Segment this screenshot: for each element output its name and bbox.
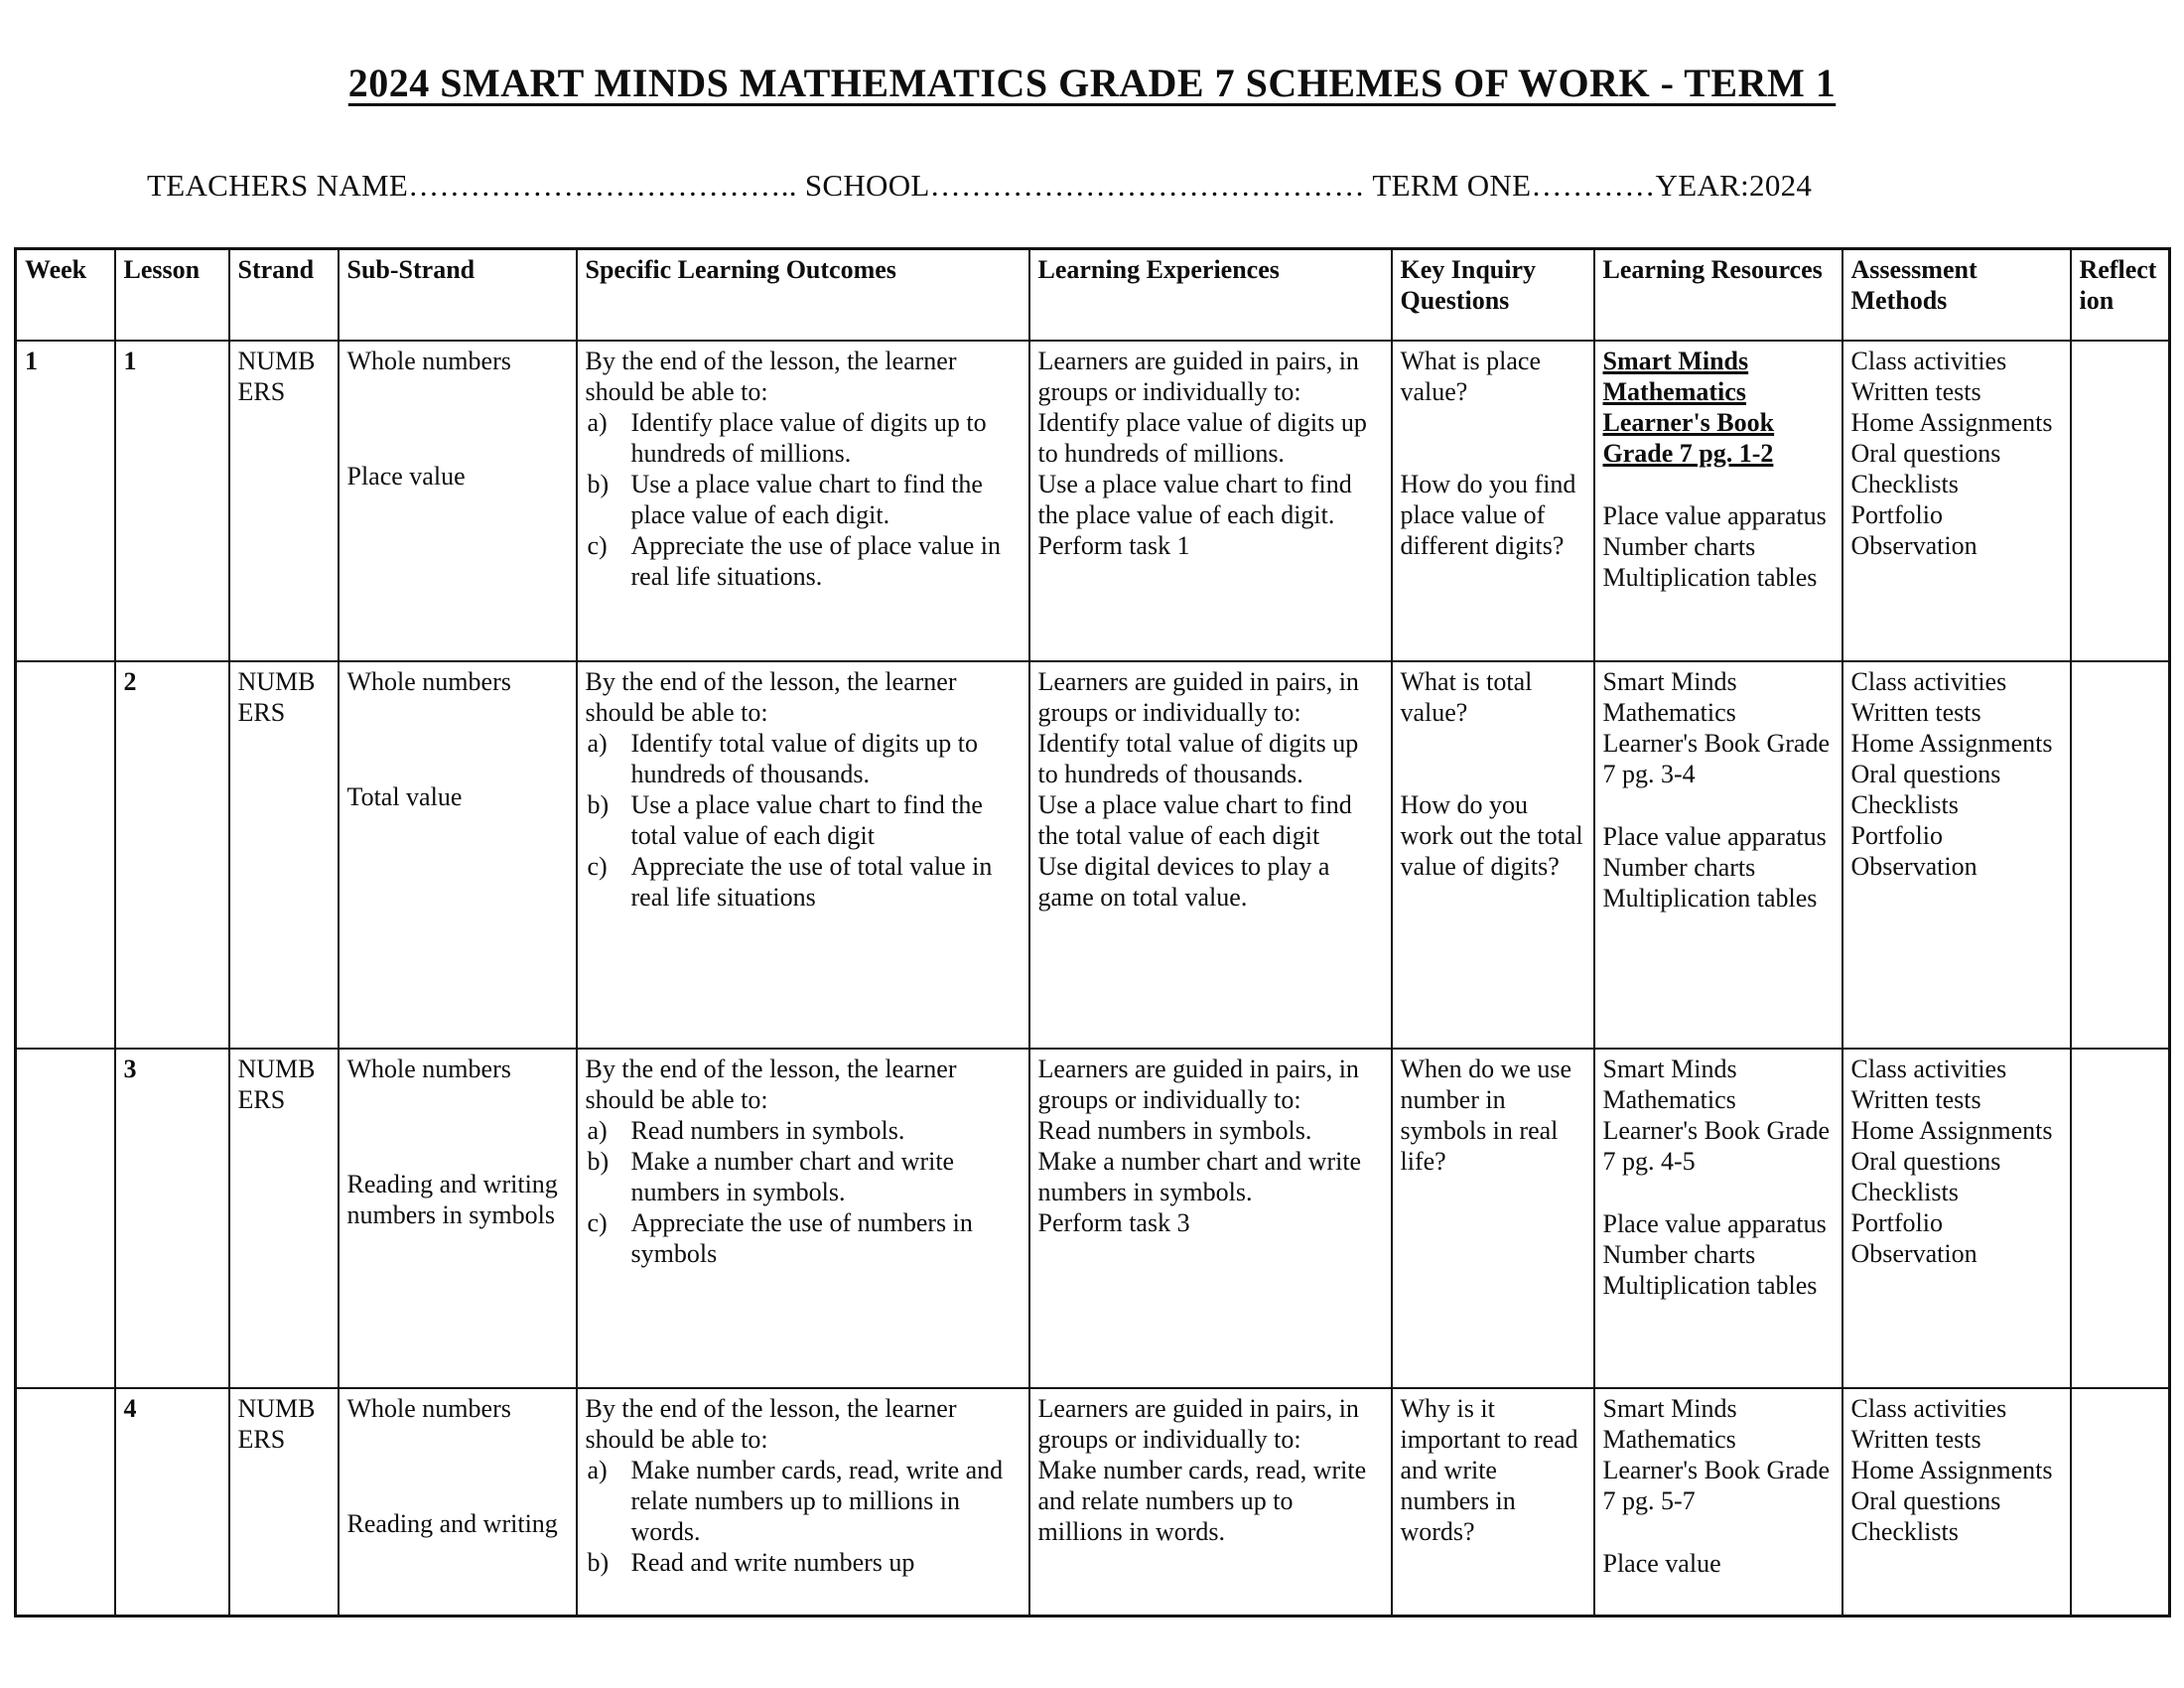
outcomes-item: Appreciate the use of total value in real life situations [630, 851, 993, 912]
experiences-intro: Learners are guided in pairs, in groups or individually to: [1037, 1054, 1359, 1114]
sub-strand-subtopic: Place value [346, 461, 466, 491]
assessment-item: Written tests [1850, 376, 1981, 406]
week-cell [16, 1388, 115, 1617]
assessment-list [1851, 1393, 2062, 1547]
assessment-item: Portfolio [1850, 1207, 1943, 1237]
column-header-reflection: Reflection [2071, 249, 2170, 341]
key_inquiry-item: Why is it important to read and write numbers in words? [1400, 1393, 1578, 1546]
sub-strand-subtopic: Total value [346, 781, 463, 811]
outcomes-list [586, 728, 1021, 913]
outcomes-cell [577, 1388, 1029, 1617]
outcomes-intro: By the end of the lesson, the learner should be able to: [585, 666, 957, 727]
assessment-item: Checklists [1850, 789, 1959, 819]
key_inquiry-item: When do we use number in symbols in real life? [1400, 1054, 1572, 1176]
assessment-item: Class activities [1850, 666, 2007, 696]
column-header-week: Week [16, 249, 115, 341]
resources-item: Place value apparatus [1602, 821, 1827, 851]
strand-cell [229, 341, 339, 661]
experiences-item: Use a place value chart to find the total value of each digit [1037, 789, 1352, 850]
assessment-item: Home Assignments [1850, 407, 2053, 437]
resources-item: Place value apparatus [1602, 1208, 1827, 1238]
resources-cell [1594, 1388, 1843, 1617]
sub-strand-cell [339, 1388, 577, 1617]
assessment-item: Observation [1850, 530, 1978, 560]
experiences-intro: Learners are guided in pairs, in groups or individually to: [1037, 666, 1359, 727]
table-row [16, 661, 2170, 1049]
resources-item: Place value [1602, 1548, 1721, 1578]
lesson-number: 1 [123, 346, 137, 375]
outcomes-cell [577, 1049, 1029, 1388]
resources-book: Smart Minds Mathematics Learner's Book Grade 7 pg. 3-4 [1602, 666, 1830, 788]
experiences-list [1038, 1455, 1383, 1547]
strand-cell [229, 1388, 339, 1617]
resources-book: Smart Minds Mathematics Learner's Book Grade 7 pg. 4-5 [1602, 1054, 1830, 1176]
strand-cell [229, 1049, 339, 1388]
experiences-cell [1029, 661, 1392, 1049]
strand-label: NUMBERS [237, 1054, 316, 1114]
resources-book: Smart Minds Mathematics Learner's Book Grade 7 pg. 1-2 [1602, 346, 1775, 468]
outcomes-intro: By the end of the lesson, the learner should be able to: [585, 346, 957, 406]
resources-list [1603, 500, 1834, 593]
key_inquiry-item: How do you find place value of different digits? [1400, 469, 1576, 560]
experiences-list [1038, 1115, 1383, 1238]
outcomes-item: Read and write numbers up [630, 1547, 915, 1577]
key-inquiry-list [1401, 666, 1585, 882]
experiences-item: Perform task 1 [1037, 530, 1190, 560]
assessment-item: Checklists [1850, 1177, 1959, 1206]
experiences-intro: Learners are guided in pairs, in groups or individually to: [1037, 346, 1359, 406]
assessment-item: Home Assignments [1850, 1455, 2053, 1484]
resources-list [1603, 821, 1834, 914]
experiences-item: Use digital devices to play a game on total value. [1037, 851, 1330, 912]
column-header-learning-resources: Learning Resources [1594, 249, 1843, 341]
sub-strand-topic: Whole numbers [346, 1054, 511, 1083]
outcomes-cell [577, 661, 1029, 1049]
strand-cell [229, 661, 339, 1049]
key-inquiry-cell [1392, 1388, 1594, 1617]
experiences-cell [1029, 1049, 1392, 1388]
strand-label: NUMBERS [237, 666, 316, 727]
column-header-lesson: Lesson [115, 249, 229, 341]
lesson-cell [115, 1388, 229, 1617]
experiences-cell [1029, 1388, 1392, 1617]
reflection-cell [2071, 341, 2170, 661]
resources-item: Number charts [1602, 852, 1756, 882]
outcomes-intro: By the end of the lesson, the learner should be able to: [585, 1393, 957, 1454]
table-row [16, 1049, 2170, 1388]
outcomes-item: Appreciate the use of place value in real life situations. [630, 530, 1001, 591]
sub-strand-subtopic: Reading and writing [346, 1508, 558, 1538]
outcomes-item: Appreciate the use of numbers in symbols [630, 1207, 973, 1268]
assessment-item: Oral questions [1850, 1146, 2001, 1176]
experiences-intro: Learners are guided in pairs, in groups or individually to: [1037, 1393, 1359, 1454]
outcomes-list [586, 1115, 1021, 1269]
column-header-assessment-methods: Assessment Methods [1843, 249, 2071, 341]
lesson-cell [115, 661, 229, 1049]
experiences-item: Identify place value of digits up to hundreds of millions. [1037, 407, 1367, 468]
resources-item: Number charts [1602, 531, 1756, 561]
experiences-item: Make number cards, read, write and relate numbers up to millions in words. [1037, 1455, 1367, 1546]
resources-item: Multiplication tables [1602, 562, 1818, 592]
experiences-item: Perform task 3 [1037, 1207, 1190, 1237]
lesson-cell [115, 341, 229, 661]
key-inquiry-cell [1392, 341, 1594, 661]
assessment-cell [1843, 661, 2071, 1049]
key_inquiry-item: What is total value? [1400, 666, 1533, 727]
experiences-item: Use a place value chart to find the place value of each digit. [1037, 469, 1352, 529]
key-inquiry-cell [1392, 661, 1594, 1049]
assessment-list [1851, 346, 2062, 561]
reflection-cell [2071, 1049, 2170, 1388]
assessment-item: Class activities [1850, 346, 2007, 375]
assessment-item: Home Assignments [1850, 728, 2053, 758]
experiences-cell [1029, 341, 1392, 661]
outcomes-item: Make a number chart and write numbers in symbols. [630, 1146, 955, 1206]
strand-label: NUMBERS [237, 1393, 316, 1454]
outcomes-item: Use a place value chart to find the place value of each digit. [630, 469, 983, 529]
assessment-cell [1843, 1049, 2071, 1388]
strand-label: NUMBERS [237, 346, 316, 406]
experiences-item: Make a number chart and write numbers in symbols. [1037, 1146, 1362, 1206]
assessment-item: Oral questions [1850, 759, 2001, 788]
outcomes-intro: By the end of the lesson, the learner should be able to: [585, 1054, 957, 1114]
outcomes-list [586, 1455, 1021, 1578]
week-cell [16, 341, 115, 661]
sub-strand-cell [339, 1049, 577, 1388]
reflection-cell [2071, 661, 2170, 1049]
assessment-item: Written tests [1850, 697, 1981, 727]
lesson-number: 3 [123, 1054, 137, 1083]
table-row [16, 341, 2170, 661]
assessment-item: Written tests [1850, 1084, 1981, 1114]
assessment-item: Class activities [1850, 1054, 2007, 1083]
column-header-sub-strand: Sub-Strand [339, 249, 577, 341]
key_inquiry-item: What is place value? [1400, 346, 1541, 406]
assessment-item: Portfolio [1850, 820, 1943, 850]
sub-strand-subtopic: Reading and writing numbers in symbols [346, 1169, 558, 1229]
lesson-number: 2 [123, 666, 137, 696]
assessment-item: Home Assignments [1850, 1115, 2053, 1145]
column-header-learning-experiences: Learning Experiences [1029, 249, 1392, 341]
week-number: 1 [25, 346, 38, 375]
assessment-cell [1843, 1388, 2071, 1617]
lesson-cell [115, 1049, 229, 1388]
column-header-strand: Strand [229, 249, 339, 341]
outcomes-item: Read numbers in symbols. [630, 1115, 905, 1145]
experiences-item: Identify total value of digits up to hundreds of thousands. [1037, 728, 1359, 788]
resources-cell [1594, 1049, 1843, 1388]
column-header-specific-learning-outcomes: Specific Learning Outcomes [577, 249, 1029, 341]
column-header-key-inquiry-questions: Key Inquiry Questions [1392, 249, 1594, 341]
assessment-cell [1843, 341, 2071, 661]
assessment-list [1851, 1054, 2062, 1269]
assessment-item: Oral questions [1850, 438, 2001, 468]
resources-item: Place value apparatus [1602, 500, 1827, 530]
outcomes-item: Identify total value of digits up to hundreds of thousands. [630, 728, 978, 788]
teacher-school-term-line: TEACHERS NAME……………………………….. SCHOOL…………………………………… TERM ONE…………YEAR:2024 [147, 168, 1813, 203]
assessment-item: Class activities [1850, 1393, 2007, 1423]
assessment-item: Checklists [1850, 1516, 1959, 1546]
schemes-of-work-table [14, 247, 2171, 1618]
key-inquiry-list [1401, 1054, 1585, 1177]
outcomes-item: Make number cards, read, write and relate numbers up to millions in words. [630, 1455, 1004, 1546]
key-inquiry-list [1401, 1393, 1585, 1547]
sub-strand-topic: Whole numbers [346, 666, 511, 696]
assessment-item: Observation [1850, 1238, 1978, 1268]
sub-strand-cell [339, 341, 577, 661]
key_inquiry-item: How do you work out the total value of digits? [1400, 789, 1583, 881]
sub-strand-topic: Whole numbers [346, 1393, 511, 1423]
table-row [16, 1388, 2170, 1617]
resources-item: Multiplication tables [1602, 1270, 1818, 1300]
page-title-text: 2024 SMART MINDS MATHEMATICS GRADE 7 SCHEMES OF WORK - TERM 1 [347, 61, 1837, 105]
assessment-list [1851, 666, 2062, 882]
resources-list [1603, 1548, 1834, 1579]
page-title [0, 0, 2184, 106]
resources-cell [1594, 341, 1843, 661]
experiences-item: Read numbers in symbols. [1037, 1115, 1312, 1145]
outcomes-cell [577, 341, 1029, 661]
week-cell [16, 1049, 115, 1388]
sub-strand-topic: Whole numbers [346, 346, 511, 375]
assessment-item: Observation [1850, 851, 1978, 881]
lesson-number: 4 [123, 1393, 137, 1423]
header-row [16, 249, 2170, 341]
assessment-item: Oral questions [1850, 1485, 2001, 1515]
key-inquiry-list [1401, 346, 1585, 561]
key-inquiry-cell [1392, 1049, 1594, 1388]
resources-item: Number charts [1602, 1239, 1756, 1269]
outcomes-item: Use a place value chart to find the total value of each digit [630, 789, 983, 850]
assessment-item: Checklists [1850, 469, 1959, 498]
resources-list [1603, 1208, 1834, 1301]
outcomes-list [586, 407, 1021, 592]
resources-item: Multiplication tables [1602, 883, 1818, 913]
experiences-list [1038, 407, 1383, 561]
assessment-item: Written tests [1850, 1424, 1981, 1454]
resources-cell [1594, 661, 1843, 1049]
reflection-cell [2071, 1388, 2170, 1617]
resources-book: Smart Minds Mathematics Learner's Book Grade 7 pg. 5-7 [1602, 1393, 1830, 1515]
sub-strand-cell [339, 661, 577, 1049]
outcomes-item: Identify place value of digits up to hundreds of millions. [630, 407, 987, 468]
assessment-item: Portfolio [1850, 499, 1943, 529]
experiences-list [1038, 728, 1383, 913]
week-cell [16, 661, 115, 1049]
